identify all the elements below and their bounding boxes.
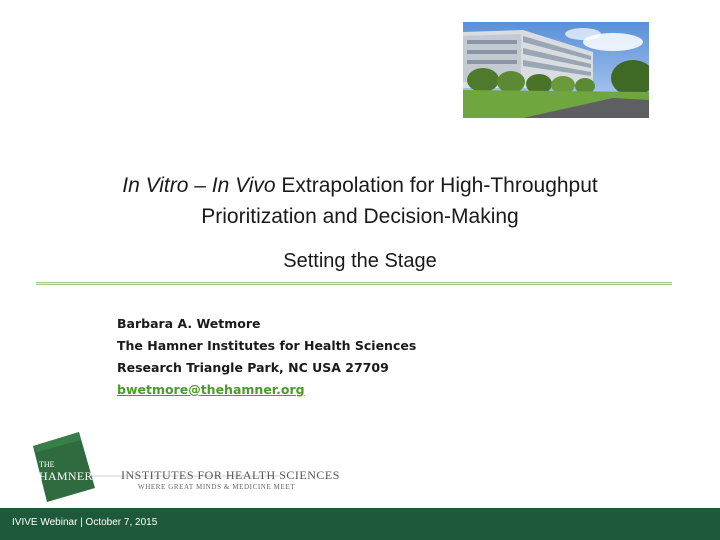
contact-block xyxy=(117,313,416,401)
author-organization: The Hamner Institutes for Health Sciences xyxy=(117,338,417,353)
logo-the-text: THE xyxy=(39,460,55,469)
hamner-logo xyxy=(25,432,340,502)
author-address: Research Triangle Park, NC USA 27709 xyxy=(117,360,389,375)
title-line1-rest: Extrapolation for High-Throughput xyxy=(275,174,598,197)
building-photo xyxy=(463,22,649,118)
author-name: Barbara A. Wetmore xyxy=(117,316,261,331)
slide-title xyxy=(60,170,660,232)
logo-tagline: WHERE GREAT MINDS & MEDICINE MEET xyxy=(138,483,296,491)
logo-hamner-text: HAMNER xyxy=(39,469,93,483)
author-email-link[interactable]: bwetmore@thehamner.org xyxy=(117,382,305,397)
footer-bar xyxy=(0,508,720,540)
logo-institutes-text: INSTITUTES FOR HEALTH SCIENCES xyxy=(121,468,340,482)
slide-subtitle: Setting the Stage xyxy=(283,250,437,272)
title-line2: Prioritization and Decision-Making xyxy=(201,205,519,228)
divider-rule xyxy=(36,282,672,285)
footer-text: IVIVE Webinar | October 7, 2015 xyxy=(12,517,158,528)
title-italic-part: In Vitro – In Vivo xyxy=(122,174,276,197)
